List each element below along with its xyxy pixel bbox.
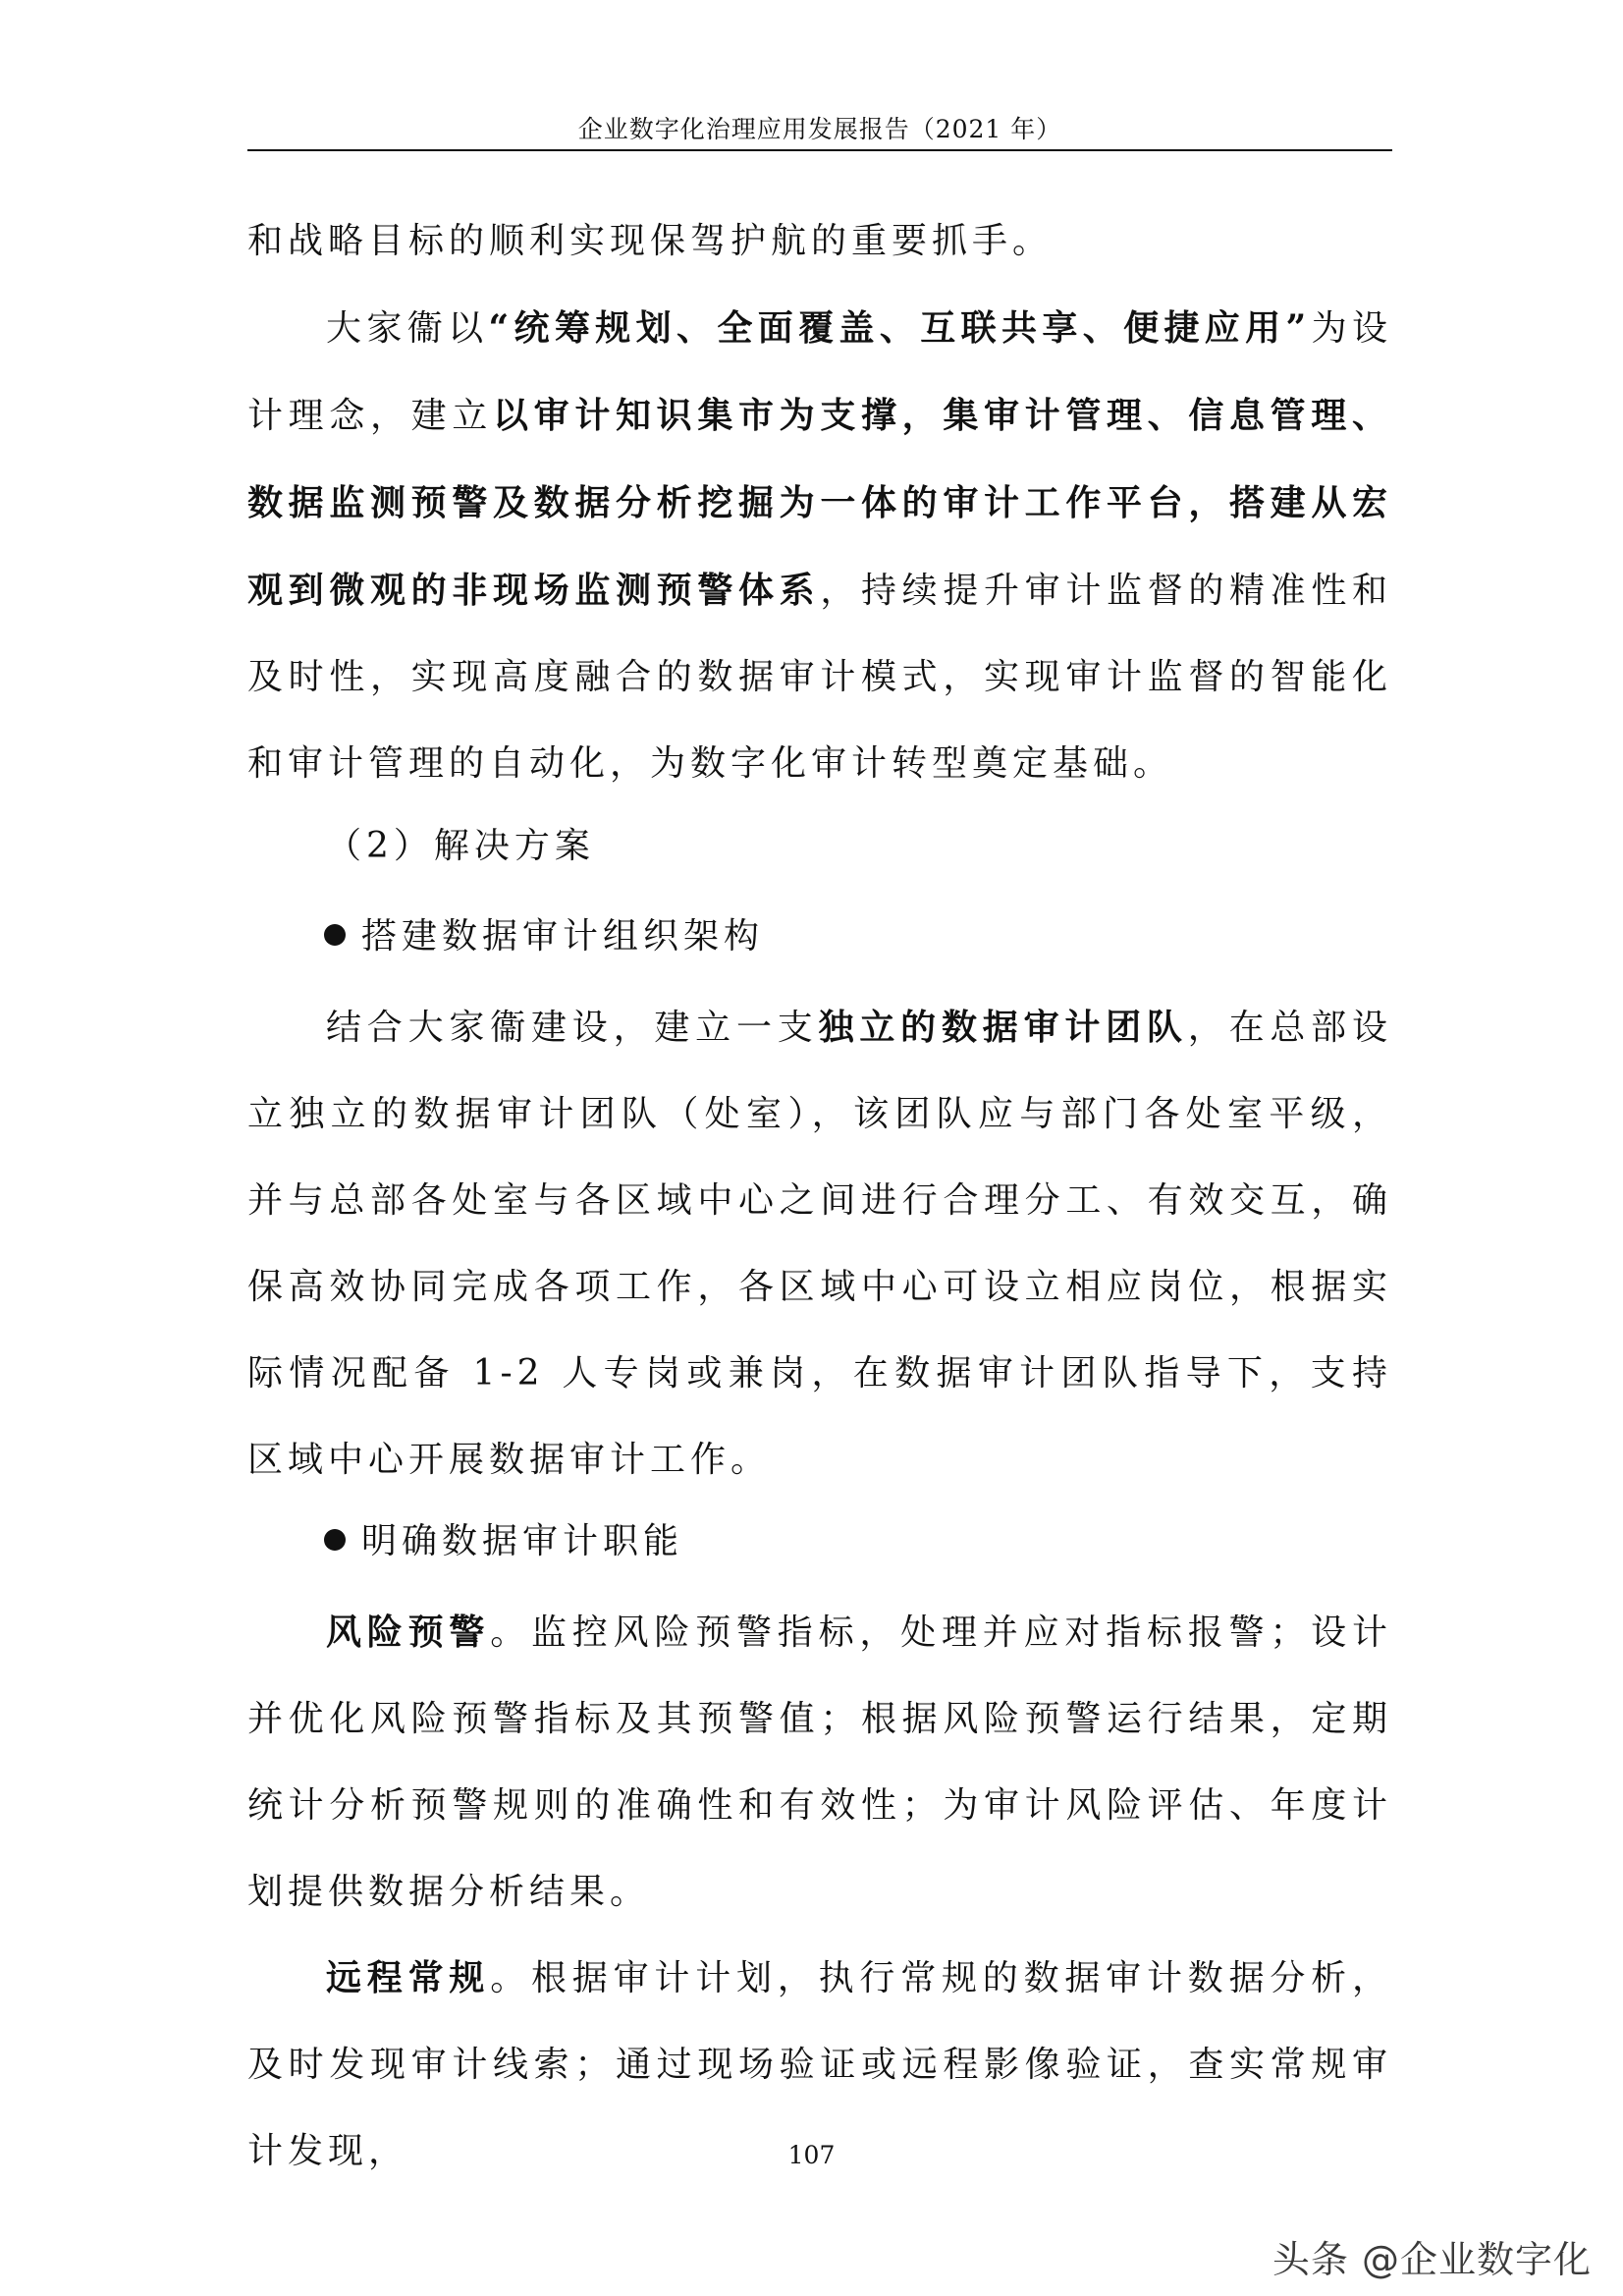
bold-run-team: 独立的数据审计团队 [818,1007,1188,1048]
text-run: 为设计理念，建立 [247,308,1392,436]
header-divider [247,149,1392,151]
bullet-dot-icon [324,924,346,946]
section-heading: （2）解决方案 [326,826,595,866]
bullet-text: 搭建数据审计组织架构 [361,916,765,957]
bullet-dot-icon [324,1529,346,1551]
text-run: 结合大家衞建设，建立一支 [326,1008,819,1048]
bold-run-concept: “统筹规划、全面覆盖、互联共享、便捷应用” [488,307,1312,349]
bold-run-risk: 风险预警 [326,1612,491,1653]
text-run: 大家衞以 [326,308,489,349]
text-run: ，在总部设立独立的数据审计团队（处室），该团队应与部门各处室平级，并与总部各处室与各区域中心之间进行合理分工、有效交互，确保高效协同完成各项工作，各区域中心可设立相应岗位，根据实际情况配备 1-2 人专岗或兼岗，在数据审计团队指导下，支持区域中心开展数据审计工作。 [247,1008,1392,1480]
text-run: 。根据审计计划，执行常规的数据审计数据分析，及时发现审计线索；通过现场验证或远程影像验证，查实常规审计发现， [247,1958,1392,2171]
bold-run-platform: 以审计知识集市为支撑，集审计管理、信息管理、数据监测预警及数据分析挖掘为一体的审计工作平台，搭建从宏观到微观的非现场监测预警体系 [247,395,1392,611]
bold-run-remote: 远程常规 [326,1957,491,1998]
paragraph-organization [247,984,1392,1503]
page-number: 107 [787,2141,836,2169]
paragraph-design-concept [247,285,1392,807]
paragraph-risk-warning [247,1589,1392,1936]
bullet-item-2 [324,1520,683,1563]
watermark-logo: 头条 @企业数字化 [1271,2238,1592,2281]
text-run: ，持续提升审计监督的精准性和及时性，实现高度融合的数据审计模式，实现审计监督的智能化和审计管理的自动化，为数字化审计转型奠定基础。 [247,571,1392,784]
text-run: 。监控风险预警指标，处理并应对指标报警；设计并优化风险预警指标及其预警值；根据风险预警运行结果，定期统计分析预警规则的准确性和有效性；为审计风险评估、年度计划提供数据分析结果。 [247,1613,1392,1912]
bullet-item-1 [324,915,764,958]
page-header: 企业数字化治理应用发展报告（2021 年） [577,115,1062,143]
paragraph-intro: 和战略目标的顺利实现保驾护航的重要抓手。 [247,221,1054,261]
bullet-text: 明确数据审计职能 [361,1521,684,1561]
